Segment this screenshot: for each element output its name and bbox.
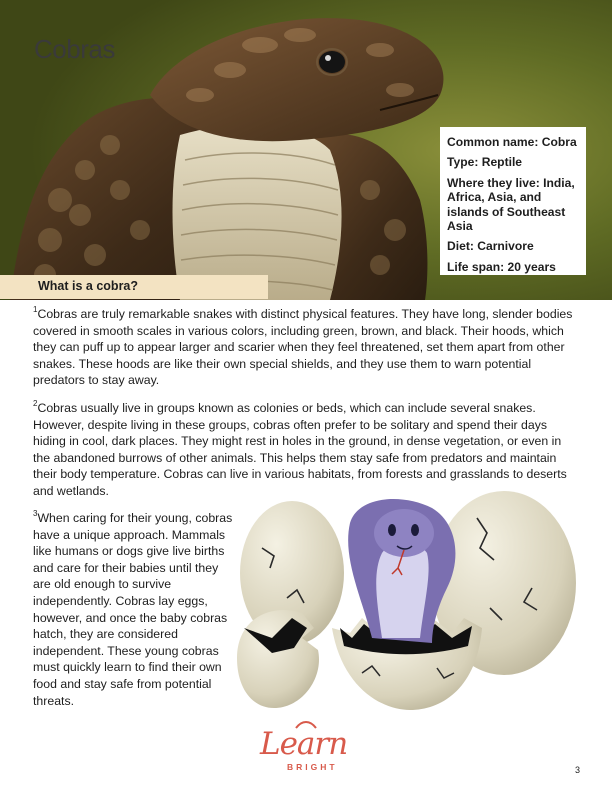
paragraph-3	[33, 510, 233, 709]
paragraph-text: Cobras usually live in groups known as colonies or beds, which can include several snakes. However, despite living in these groups, cobras often prefer to be solitary and spend their days hiding in cool, dark places. They might rest in holes in the ground, in dense vegetation, or even in the abandoned burrows of other animals. This helps them stay safe from predators and maintain their body temperature. Cobras can live in various habitats, from forests and grasslands to deserts and wetlands.	[33, 401, 567, 498]
section-banner	[0, 275, 268, 299]
paragraph-text: Cobras are truly remarkable snakes with distinct physical features. They have long, slender bodies covered in smooth scales in various colors, including green, brown, and black. Their hoods, which they can puff up to appear larger and scarier when they feel threatened, set them apart from other snakes. These hoods are like their own special shields, and they use them to warn potential predators to stay away.	[33, 307, 573, 388]
section-heading: What is a cobra?	[38, 279, 139, 293]
page-number: 3	[575, 765, 581, 775]
egg-shape	[237, 610, 319, 708]
fact-diet: Diet: Carnivore	[447, 239, 534, 254]
logo-subtitle: BRIGHT	[287, 762, 338, 772]
fact-life-span: Life span: 20 years	[447, 259, 556, 274]
paragraph-number: 2	[33, 399, 38, 408]
paragraph-text: When caring for their young, cobras have a unique approach. Mammals like humans or dogs give live births and care for their babies until they are old enough to survive independently. Cobras lay eggs, however, and once the baby cobras hatch, they are considered independent. These young cobras must quickly learn to find their own food and stay safe from potential threats.	[33, 511, 233, 708]
fact-box	[440, 127, 586, 275]
page-title: Cobras	[34, 34, 115, 64]
fact-common-name: Common name: Cobra	[447, 135, 577, 149]
paragraph-1	[33, 306, 579, 389]
paragraph-number: 1	[33, 305, 38, 314]
fact-habitat: Where they live: India, Africa, Asia, and islands of Southeast Asia	[447, 175, 575, 234]
logo-wordmark: Learn	[260, 726, 348, 762]
learn-bright-logo	[256, 726, 356, 776]
fact-type: Type: Reptile	[447, 155, 523, 170]
hatching-cobra-illustration	[232, 478, 582, 713]
paragraph-number: 3	[33, 509, 38, 518]
